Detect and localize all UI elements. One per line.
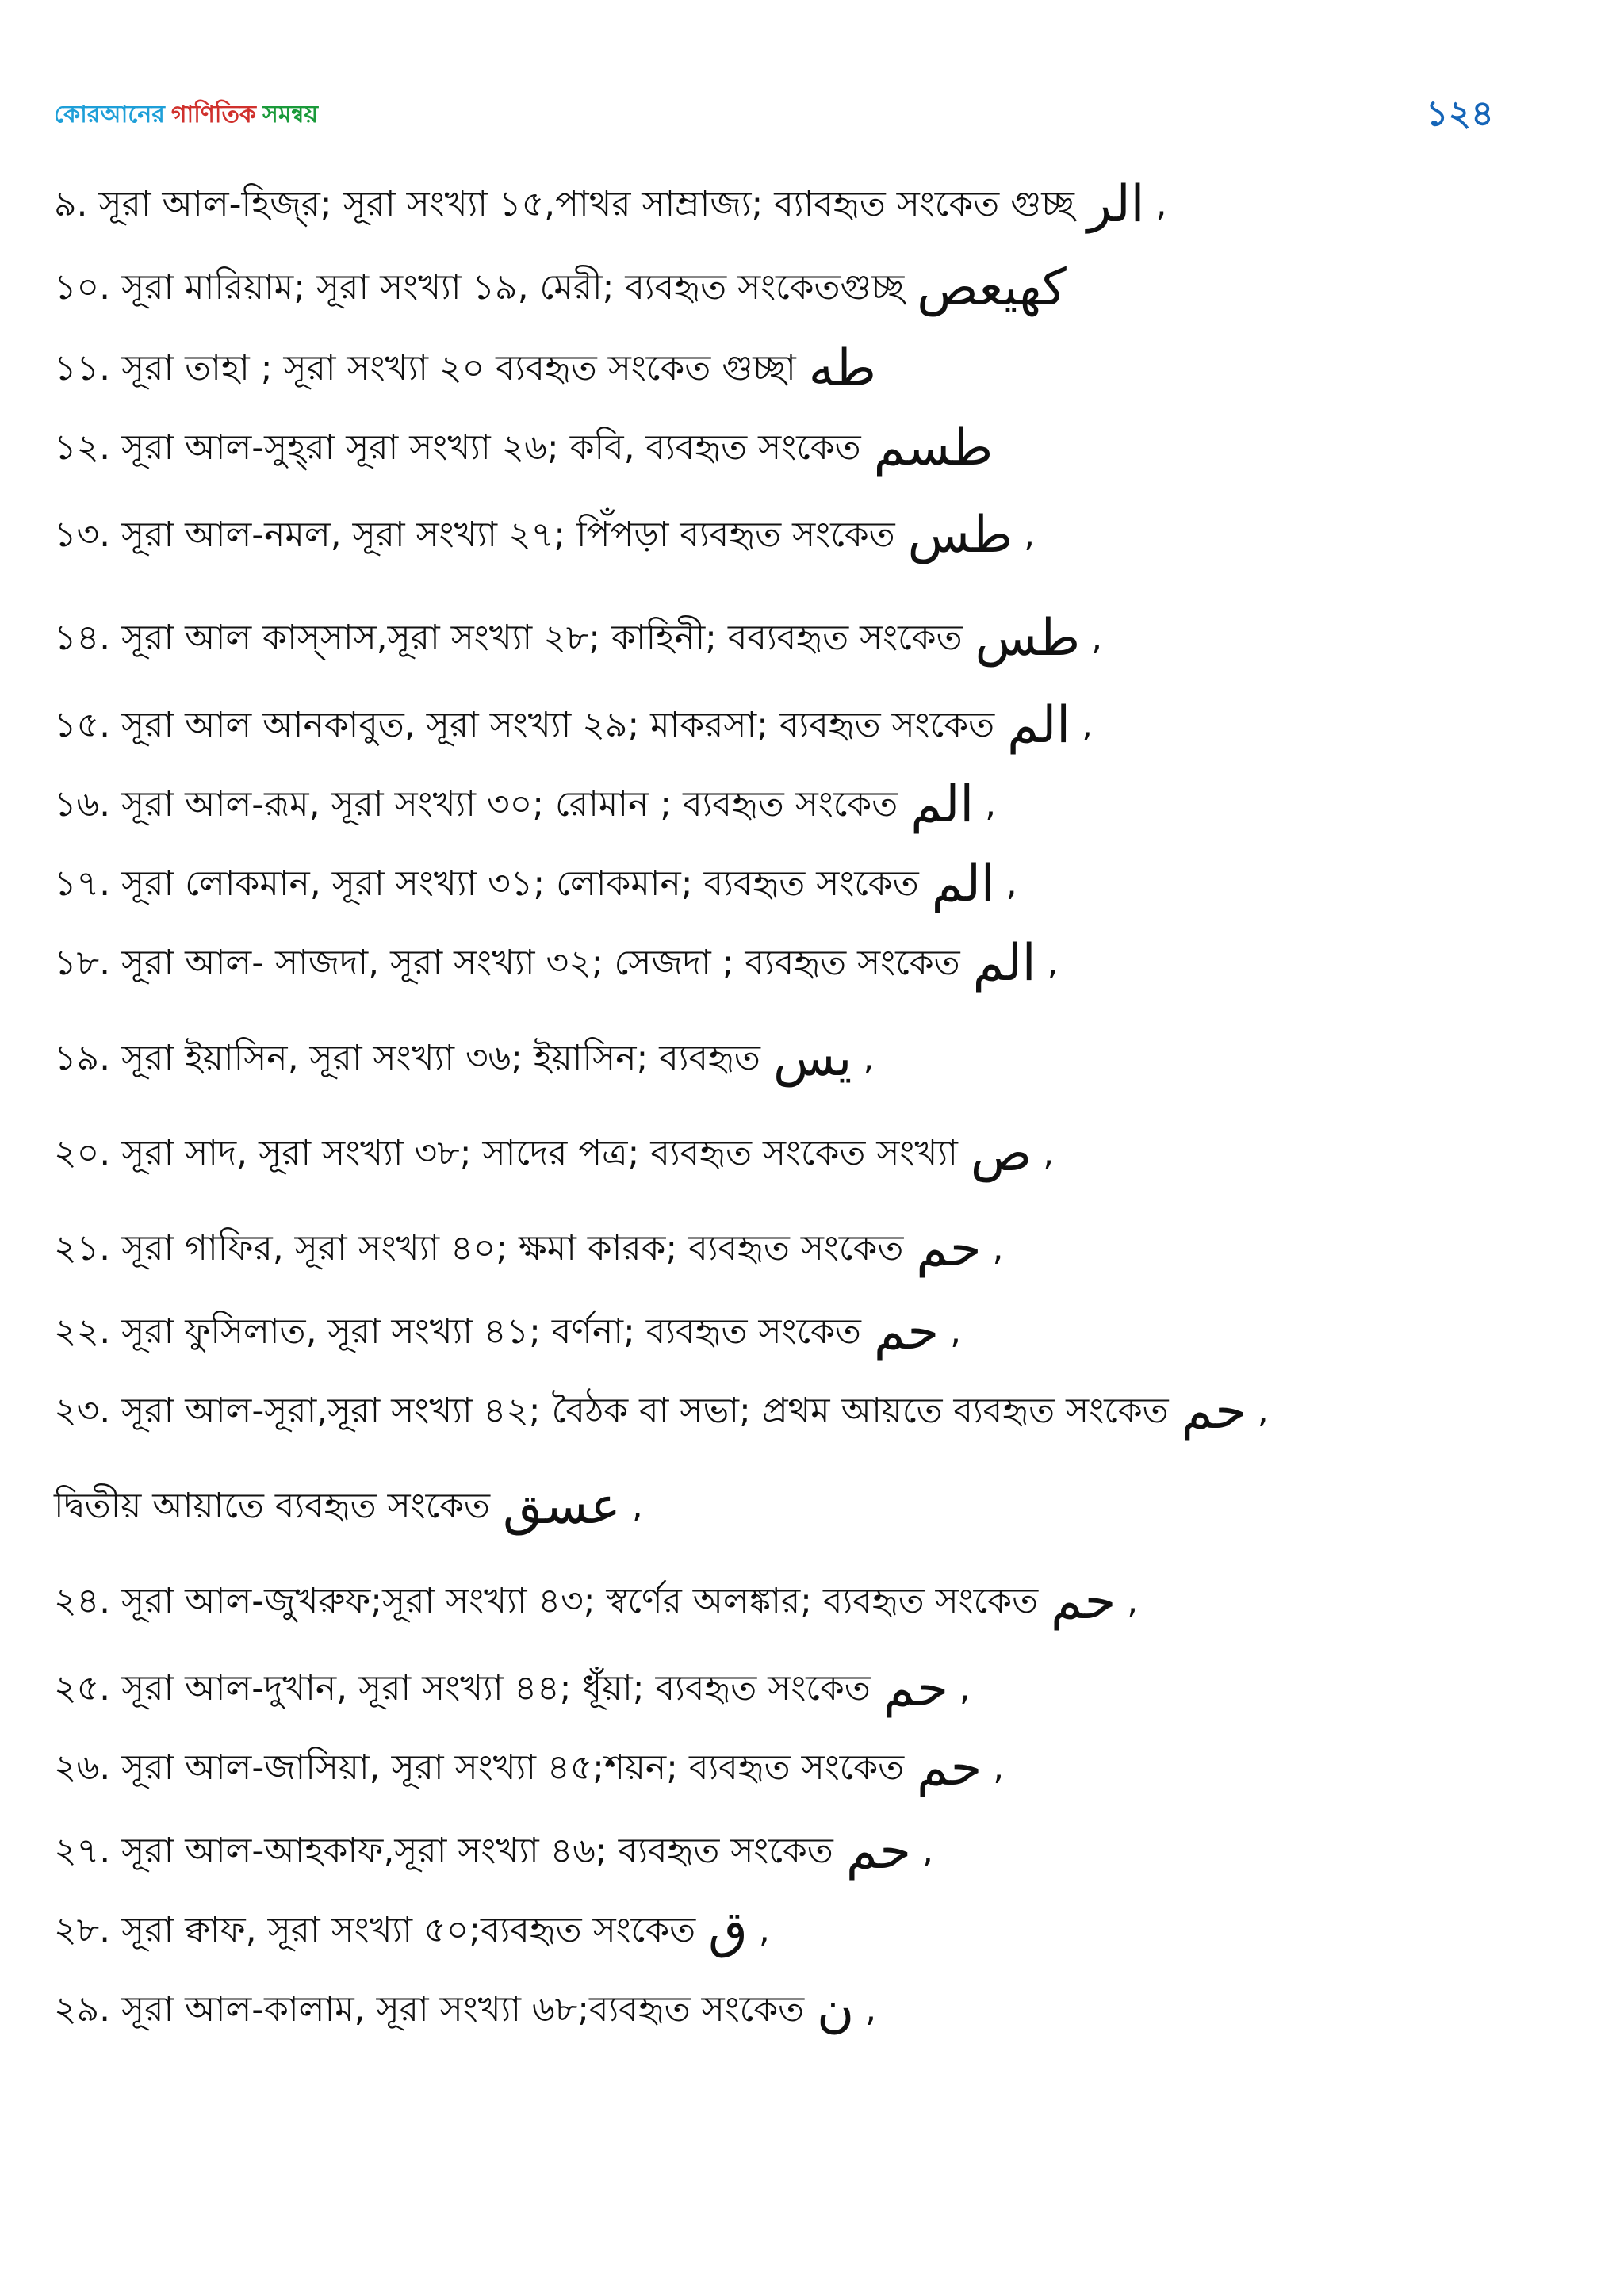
surah-entry-text: ১৭. সূরা লোকমান, সূরা সংখ্যা ৩১; লোকমান; ব্যবহৃত সংকেত (54, 863, 919, 904)
muqattaat-letters: الم (931, 855, 995, 913)
muqattaat-letters: الم (972, 934, 1036, 993)
muqattaat-letters: الم (1007, 696, 1071, 755)
surah-entry (54, 603, 1561, 674)
entry-punctuation: , (992, 1227, 1004, 1269)
entry-punctuation: , (1127, 1580, 1139, 1621)
surah-entry-text: ২৫. সূরা আল-দুখান, সূরা সংখ্যা ৪৪; ধূঁয়া; ব্যবহৃত সংকেত (54, 1667, 871, 1709)
surah-entry-text: ১৩. সূরা আল-নমল, সূরা সংখ্যা ২৭; পিঁপড়া ব্যবহৃত সংকেত (54, 514, 895, 555)
entry-punctuation: , (1091, 617, 1103, 658)
surah-entry (54, 1974, 1561, 2045)
entry-punctuation: , (631, 1485, 643, 1526)
surah-entry (54, 690, 1561, 761)
surah-entry-text: ১০. সূরা মারিয়াম; সূরা সংখ্যা ১৯, মেরী; ব্যবহৃত সংকেতগুচ্ছ (54, 266, 905, 308)
entry-punctuation: , (758, 1909, 770, 1950)
muqattaat-letters: حم (873, 1303, 940, 1361)
entry-punctuation: , (921, 1830, 933, 1871)
surah-entry-text: ২৩. সূরা আল-সূরা,সূরা সংখ্যা ৪২; বৈঠক বা সভা; প্রথম আয়তে ব্যবহৃত সংকেত (54, 1390, 1169, 1431)
muqattaat-letters: الر (1086, 175, 1145, 234)
surah-entry (54, 1816, 1561, 1887)
surah-entry (54, 769, 1561, 840)
surah-entry-text: দ্বিতীয় আয়াতে ব্যবহৃত সংকেত (54, 1485, 491, 1526)
entry-punctuation: , (1257, 1390, 1269, 1431)
surah-entry (54, 928, 1561, 999)
muqattaat-letters: طس (975, 609, 1081, 668)
surah-entry (54, 1213, 1561, 1284)
book-title-part: কোরআনের (54, 101, 165, 128)
surah-entry (54, 1296, 1561, 1368)
surah-entry-text: ২৬. সূরা আল-জাসিয়া, সূরা সংখ্যা ৪৫;শয়ন; ব্যবহৃত সংকেত (54, 1747, 905, 1788)
muqattaat-letters: حم (917, 1739, 982, 1797)
surah-entry-text: ১৮. সূরা আল- সাজদা, সূরা সংখ্যা ৩২; সেজদা ; ব্যবহৃত সংকেত (54, 942, 960, 983)
surah-entry (54, 1118, 1561, 1189)
surah-entry-text: ১১. সূরা তাহা ; সূরা সংখ্যা ২০ ব্যবহৃত সংকেত গুচ্ছা (54, 347, 796, 388)
surah-entry (54, 1376, 1561, 1447)
muqattaat-letters: ق (708, 1901, 748, 1960)
entry-punctuation: , (1043, 1132, 1055, 1173)
muqattaat-letters: يس (772, 1029, 852, 1088)
surah-entry (54, 1653, 1561, 1724)
surah-entry-text: ৯. সূরা আল-হিজ্‌র; সূরা সংখ্যা ১৫,পাথর সাম্রাজ্য; ব্যাবহৃত সংকেত গুচ্ছ (54, 183, 1074, 224)
book-title-part: সমন্বয় (262, 101, 319, 128)
entry-punctuation: , (1024, 514, 1036, 555)
surah-entry-text: ১৬. সূরা আল-রূম, সূরা সংখ্যা ৩০; রোমান ; ব্যবহৃত সংকেত (54, 783, 898, 825)
surah-entry (54, 1471, 1561, 1542)
surah-entry (54, 1566, 1561, 1637)
surah-entry-text: ১৪. সূরা আল কাস্‌সাস,সূরা সংখ্যা ২৮; কাহিনী; বব্যবহৃত সংকেত (54, 617, 963, 658)
surah-entry-text: ২৭. সূরা আল-আহকাফ,সূরা সংখ্যা ৪৬; ব্যবহৃত সংকেত (54, 1830, 833, 1871)
muqattaat-letters: طسم (873, 419, 994, 477)
muqattaat-letters: الم (910, 775, 975, 834)
surah-entry (54, 499, 1561, 571)
page-header (54, 87, 1624, 135)
entry-punctuation: , (993, 1747, 1005, 1788)
page-number: ১২৪ (1426, 94, 1494, 134)
surah-entry-text: ১৯. সূরা ইয়াসিন, সূরা সংখ্যা ৩৬; ইয়াসিন; ব্যবহৃত (54, 1037, 760, 1078)
muqattaat-letters: حم (1051, 1572, 1116, 1631)
surah-entry-text: ২৯. সূরা আল-কালাম, সূরা সংখ্যা ৬৮;ব্যবহৃত সংকেত (54, 1988, 805, 2030)
muqattaat-letters: حم (845, 1822, 911, 1881)
muqattaat-letters: طه (808, 339, 876, 398)
surah-entry (54, 1732, 1561, 1804)
entry-punctuation: , (1005, 863, 1017, 904)
surah-entry (54, 848, 1561, 920)
book-title (54, 95, 324, 136)
muqattaat-letters: حم (1181, 1382, 1247, 1441)
surah-entry (54, 252, 1561, 323)
surah-entry-text: ২২. সূরা ফুসিলাত, সূরা সংখ্যা ৪১; বর্ণনা; ব্যবহৃত সংকেত (54, 1311, 861, 1352)
muqattaat-letters: ص (970, 1124, 1032, 1183)
muqattaat-letters: طس (907, 506, 1013, 564)
entry-punctuation: , (950, 1311, 962, 1352)
muqattaat-letters: عسق (503, 1477, 621, 1536)
surah-entry-text: ২৪. সূরা আল-জুখরুফ;সূরা সংখ্যা ৪৩; স্বর্ণের অলঙ্কার; ব্যবহৃত সংকেত (54, 1580, 1039, 1621)
surah-entry (54, 1023, 1561, 1094)
surah-entry-text: ২১. সূরা গাফির, সূরা সংখ্যা ৪০; ক্ষমা কারক; ব্যবহৃত সংকেত (54, 1227, 904, 1269)
entry-punctuation: , (1082, 704, 1093, 745)
surah-entry-text: ১২. সূরা আল-সুহ্‌রা সূরা সংখ্যা ২৬; কবি, ব্যবহৃত সংকেত (54, 427, 861, 468)
entry-punctuation: , (1047, 942, 1059, 983)
muqattaat-letters: حم (883, 1659, 948, 1718)
entry-punctuation: , (985, 783, 997, 825)
muqattaat-letters: ن (817, 1980, 855, 2039)
surah-entry-text: ২০. সূরা সাদ, সূরা সংখ্যা ৩৮; সাদের পত্র; ব্যবহৃত সংকেত সংখ্যা (54, 1132, 958, 1173)
surah-entry-text: ২৮. সূরা ক্বাফ, সূরা সংখ্যা ৫০;ব্যবহৃত সংকেত (54, 1909, 696, 1950)
surah-entry (54, 1895, 1561, 1966)
entry-punctuation: , (865, 1988, 877, 2030)
muqattaat-letters: كهيعص (917, 258, 1067, 317)
entry-punctuation: , (959, 1667, 971, 1709)
surah-entry-text: ১৫. সূরা আল আনকাবুত, সূরা সংখ্যা ২৯; মাকরসা; ব্যবহৃত সংকেত (54, 704, 995, 745)
book-title-part: গাণিতিক (170, 101, 256, 128)
muqattaat-letters: حم (916, 1219, 982, 1278)
surah-entry (54, 169, 1561, 240)
entry-punctuation: , (1155, 183, 1167, 224)
surah-entry (54, 333, 1561, 404)
surah-entry (54, 412, 1561, 484)
entry-punctuation: , (863, 1037, 875, 1078)
